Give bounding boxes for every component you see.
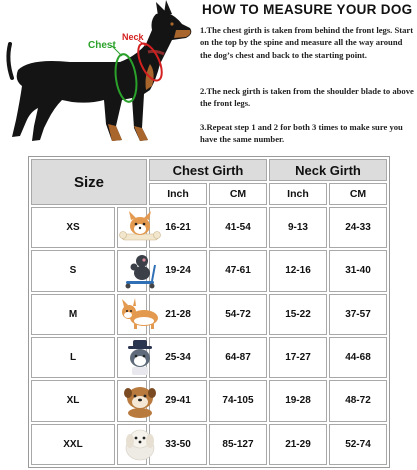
step-number: 2. [200, 86, 207, 96]
neck-cm-header: CM [329, 183, 387, 205]
table-row [31, 337, 387, 378]
size-label: XXL [31, 424, 115, 465]
neck-inch-value: 19-28 [269, 380, 327, 421]
neck-cm-value: 44-68 [329, 337, 387, 378]
neck-inch-value: 17-27 [269, 337, 327, 378]
neck-cm-value: 24-33 [329, 207, 387, 248]
chest-inch-value: 29-41 [149, 380, 207, 421]
neck-cm-value: 37-57 [329, 294, 387, 335]
chest-inch-value: 21-28 [149, 294, 207, 335]
table-row [31, 207, 387, 248]
poodle-on-scooter-icon [117, 250, 147, 291]
dog-tan-leg [108, 124, 122, 141]
neck-label: Neck [122, 32, 144, 42]
step-text: The neck girth is taken from the shoulder blade to above the front legs. [200, 86, 414, 109]
dog-tan-leg [134, 126, 148, 141]
step-number: 3. [200, 122, 207, 132]
guide-step-1 [200, 24, 415, 61]
size-label: S [31, 250, 115, 291]
table-row [31, 250, 387, 291]
corgi-puppy-with-bone-icon [117, 207, 147, 248]
guide-step-2 [200, 85, 415, 110]
size-chart [28, 156, 390, 468]
step-text: The chest girth is taken from behind the front legs. Start on the top by the spine and measure all the way around the dogʼs chest and back to the starting point. [200, 25, 414, 60]
size-label: L [31, 337, 115, 378]
guide-step-3 [200, 121, 415, 146]
neck-cm-value: 48-72 [329, 380, 387, 421]
guide-title: HOW TO MEASURE YOUR DOG [202, 2, 413, 17]
neck-inch-value: 15-22 [269, 294, 327, 335]
dog-tail [8, 44, 12, 78]
chest-cm-value: 41-54 [209, 207, 267, 248]
chest-cm-value: 47-61 [209, 250, 267, 291]
chest-label: Chest [88, 40, 116, 51]
neck-girth-header: Neck Girth [269, 159, 387, 181]
chest-cm-header: CM [209, 183, 267, 205]
dog-eye [170, 22, 173, 25]
chest-girth-header: Chest Girth [149, 159, 267, 181]
neck-cm-value: 31-40 [329, 250, 387, 291]
size-label: XS [31, 207, 115, 248]
chest-cm-value: 85-127 [209, 424, 267, 465]
corgi-icon [117, 294, 147, 335]
chest-cm-value: 74-105 [209, 380, 267, 421]
size-label: XL [31, 380, 115, 421]
fluffy-white-dog-icon [117, 424, 147, 465]
table-row [31, 294, 387, 335]
size-chart-table [28, 156, 390, 468]
table-row [31, 424, 387, 465]
neck-cm-value: 52-74 [329, 424, 387, 465]
step-text: Repeat step 1 and 2 for both 3 times to make sure you have the same number. [200, 122, 403, 145]
chest-cm-value: 54-72 [209, 294, 267, 335]
chest-inch-value: 19-24 [149, 250, 207, 291]
table-header-row [31, 159, 387, 181]
chest-cm-value: 64-87 [209, 337, 267, 378]
table-row [31, 380, 387, 421]
chest-inch-value: 33-50 [149, 424, 207, 465]
neck-inch-value: 12-16 [269, 250, 327, 291]
neck-inch-value: 9-13 [269, 207, 327, 248]
bulldog-icon [117, 380, 147, 421]
husky-with-hat-icon [117, 337, 147, 378]
size-column-header: Size [31, 159, 147, 205]
dog-ear [164, 0, 172, 14]
dog-body [12, 12, 191, 141]
chest-inch-value: 25-34 [149, 337, 207, 378]
size-label: M [31, 294, 115, 335]
neck-inch-value: 21-29 [269, 424, 327, 465]
chest-inch-value: 16-21 [149, 207, 207, 248]
doberman-measurement-illustration [0, 0, 200, 152]
neck-inch-header: Inch [269, 183, 327, 205]
chest-inch-header: Inch [149, 183, 207, 205]
step-number: 1. [200, 25, 207, 35]
